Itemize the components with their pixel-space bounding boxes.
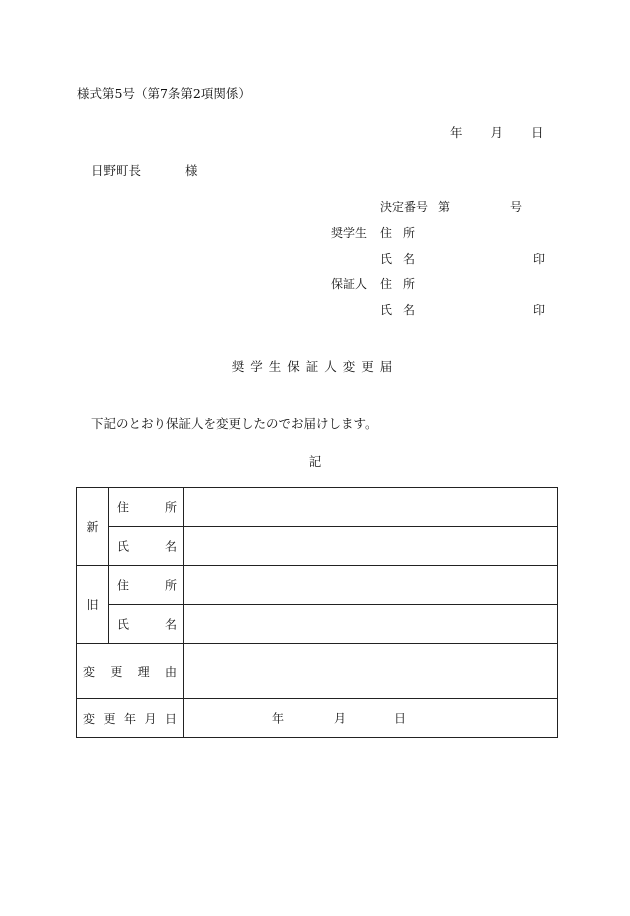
table-row-new-name [77,527,558,566]
table-row-old-name [77,605,558,644]
reason-char: 由 [164,664,177,679]
intro-text: 下記のとおり保証人を変更したのでお届けします。 [91,416,378,431]
old-address-label [109,566,184,605]
guarantor-address-label-2: 所 [403,277,416,291]
change-date-month: 月 [334,711,347,726]
guarantor-label: 保証人 [331,277,368,291]
guarantor-change-table [76,487,558,738]
decision-number-label: 決定番号 [380,200,429,214]
addressee-name: 日野町長 [91,163,142,178]
reason-char: 更 [110,664,123,679]
new-name-label [109,527,184,566]
reason-value[interactable] [184,644,558,699]
old-group-label: 旧 [77,566,109,644]
change-date-char: 日 [164,711,177,726]
table-row-old-address [77,566,558,605]
date-year: 年 [450,125,463,140]
addressee [91,161,198,179]
change-date-char: 年 [123,711,136,726]
guarantor-name-label-2: 名 [403,303,416,317]
change-date-value[interactable] [184,699,558,738]
guarantor-name-label-1: 氏 [380,303,393,317]
form-number: 様式第5号（第7条第2項関係） [77,86,251,101]
old-address-label-1: 住 [117,578,130,593]
student-name-label-2: 名 [403,252,416,266]
new-address-value[interactable] [184,488,558,527]
old-name-label-2: 名 [164,617,177,632]
table-row-new-address [77,488,558,527]
table-row-reason [77,644,558,699]
submission-date [450,123,544,141]
decision-suffix: 号 [510,200,523,214]
reason-char: 変 [83,664,96,679]
new-name-label-1: 氏 [117,539,130,554]
change-date-char: 更 [103,711,116,726]
table-row-change-date [77,699,558,738]
change-date-char: 月 [144,711,157,726]
change-date-char: 変 [83,711,96,726]
date-day: 日 [531,125,544,140]
new-address-label-2: 所 [164,500,177,515]
student-name-label-1: 氏 [380,252,393,266]
change-date-day: 日 [394,711,407,726]
old-name-label [109,605,184,644]
new-group-label: 新 [77,488,109,566]
reason-char: 理 [137,664,150,679]
student-label: 奨学生 [331,226,368,240]
guarantor-address-label-1: 住 [380,277,393,291]
ki-marker: 記 [308,454,322,469]
change-date-year: 年 [272,711,285,726]
change-date-label [77,699,184,738]
document-title: 奨学生保証人変更届 [231,359,399,374]
old-name-label-1: 氏 [117,617,130,632]
new-name-value[interactable] [184,527,558,566]
student-seal: 印 [533,252,546,266]
student-address-label-1: 住 [380,226,393,240]
decision-prefix: 第 [438,200,451,214]
honorific: 様 [185,163,198,178]
date-month: 月 [490,125,504,140]
old-address-value[interactable] [184,566,558,605]
new-name-label-2: 名 [164,539,177,554]
new-address-label [109,488,184,527]
reason-label [77,644,184,699]
old-name-value[interactable] [184,605,558,644]
student-address-label-2: 所 [403,226,416,240]
new-address-label-1: 住 [117,500,130,515]
guarantor-seal: 印 [533,303,546,317]
old-address-label-2: 所 [164,578,177,593]
